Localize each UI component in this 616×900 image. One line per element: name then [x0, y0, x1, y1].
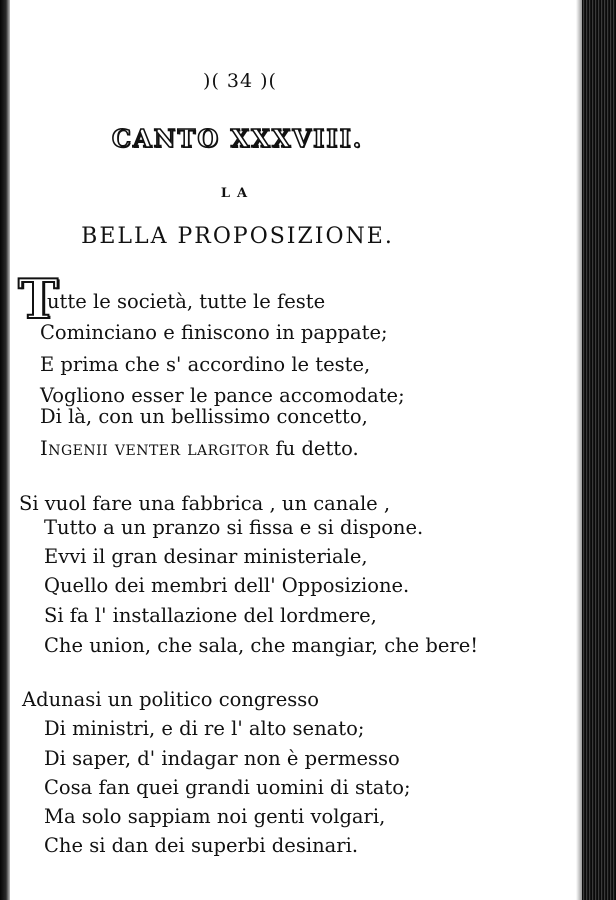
verse-line-latin [40, 439, 359, 459]
verse-line: Vogliono esser le pance accomodate; [40, 384, 405, 407]
verse-line: Evvi il gran desinar ministeriale, [44, 545, 368, 568]
verse-line: Cosa fan quei grandi uomini di stato; [44, 776, 411, 799]
verse-line: E prima che s' accordino le teste, [40, 353, 371, 376]
verse-line: Di saper, d' indagar non è permesso [44, 747, 400, 770]
verse-line: Si vuol fare una fabbrica , un canale , [19, 492, 391, 515]
verse-line: Che si dan dei superbi desinari. [44, 834, 359, 857]
subtitle-article: LA [220, 186, 255, 201]
drop-cap: T [18, 267, 59, 331]
poem-title: BELLA PROPOSIZIONE. [81, 224, 394, 249]
verse-line: Che union, che sala, che mangiar, che bere! [44, 634, 479, 657]
page-number: )( 34 )( [203, 70, 277, 92]
latin-quote: Ingenii venter largitor [40, 437, 270, 460]
verse-line: Di ministri, e di re l' alto senato; [44, 717, 365, 740]
verse-line: Tutto a un pranzo si fissa e si dispone. [44, 516, 424, 539]
verse-line: Ma solo sappiam noi genti volgari, [44, 805, 386, 828]
verse-line: Adunasi un politico congresso [22, 688, 320, 711]
book-edge-right [582, 0, 616, 900]
verse-line: Cominciano e finiscono in pappate; [40, 321, 388, 344]
verse-line: utte le società, tutte le feste [47, 290, 326, 313]
verse-line: Quello dei membri dell' Opposizione. [44, 574, 410, 597]
canto-title: CANTO XXXVIII. [111, 124, 364, 153]
verse-line-end: fu detto. [275, 437, 359, 460]
verse-line: Si fa l' installazione del lordmere, [44, 604, 377, 627]
verse-line: Di là, con un bellissimo concetto, [40, 405, 368, 428]
